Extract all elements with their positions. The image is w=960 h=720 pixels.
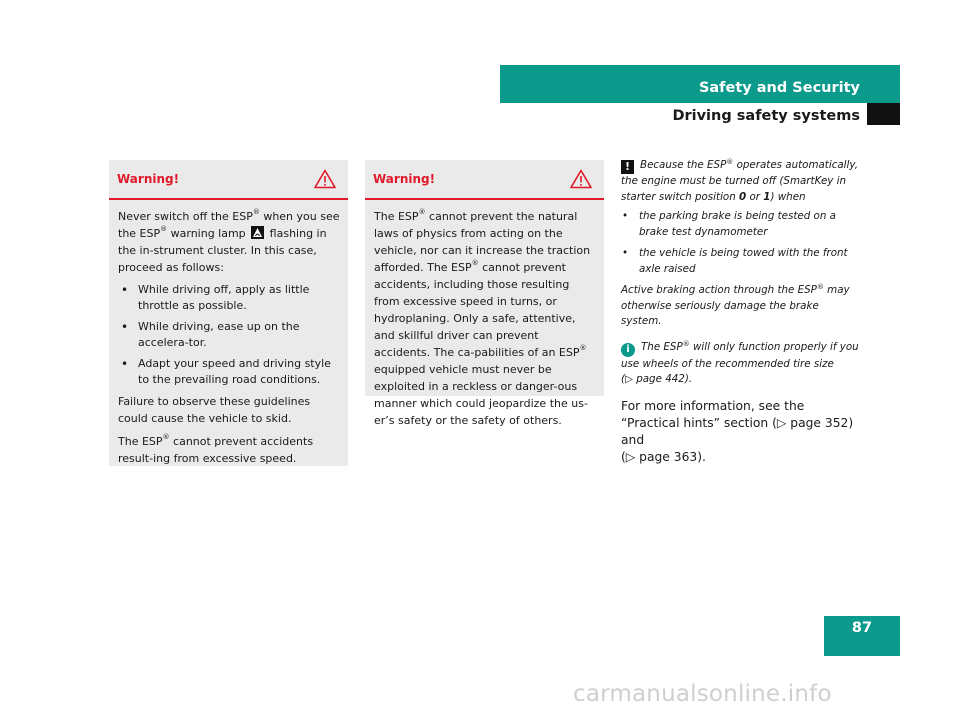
- info-paragraph: i The ESP® will only function properly if you use wheels of the recommended tire size (▷ page 442).: [621, 339, 859, 385]
- list-item: • While driving off, apply as little throttle as possible.: [118, 282, 340, 314]
- warning-title: Warning!: [373, 172, 436, 186]
- warning-bullet-list: [118, 282, 340, 388]
- warning-paragraph: Never switch off the ESP® when you see the ESP® warning lamp flashing in the in-strument cluster. In this case, proceed as follows:: [118, 208, 340, 274]
- page-reference-link[interactable]: (▷ page 363).: [621, 449, 706, 464]
- page-number-box: [824, 616, 900, 656]
- warning-paragraph: Failure to observe these guidelines could cause the vehicle to skid.: [118, 395, 311, 425]
- warning-triangle-icon: [570, 169, 592, 189]
- notes-column: [621, 158, 861, 466]
- warning-triangle-icon: [314, 169, 336, 189]
- warning-paragraph: The ESP® cannot prevent the natural laws of physics from acting on the vehicle, nor can it increase the traction afforded. The ESP® cannot prevent accidents, including those resulting from excessive speed in turns, or hydroplaning. Only a safe, attentive, and skillful driver can prevent accidents. The ca-pabilities of an ESP® equipped vehicle must never be exploited in a reckless or danger-ous manner which could jeopardize the us-er’s safety or the safety of others.: [374, 208, 591, 427]
- header-corner-block: [867, 103, 900, 125]
- info-icon: i: [621, 343, 635, 357]
- warning-header: [109, 160, 348, 200]
- esp-warning-lamp-icon: [251, 226, 264, 239]
- list-item: • Adapt your speed and driving style to the prevailing road conditions.: [118, 356, 340, 388]
- section-title: Safety and Security: [698, 80, 860, 96]
- warning-body: [365, 200, 604, 441]
- subsection-title: Driving safety systems: [672, 108, 860, 124]
- warning-paragraph: The ESP® cannot prevent accidents result-ing from excessive speed.: [118, 433, 314, 465]
- list-item: • the vehicle is being towed with the front axle raised: [621, 246, 861, 277]
- warning-body: [109, 200, 348, 479]
- list-item: • While driving, ease up on the accelera-tor.: [118, 319, 340, 351]
- warning-title: Warning!: [117, 172, 180, 186]
- watermark: carmanualsonline.info: [573, 681, 832, 707]
- more-info-paragraph: For more information, see the “Practical hints” section (▷ page 352) and (▷ page 363).: [621, 398, 854, 464]
- warning-header: [365, 160, 604, 200]
- header-bar: [500, 65, 900, 103]
- page-reference-link[interactable]: (▷ page 442).: [621, 373, 693, 385]
- exclamation-icon: !: [621, 160, 634, 174]
- page-number: 87: [851, 620, 873, 636]
- notice-bullet-list: [621, 209, 861, 277]
- list-item: • the parking brake is being tested on a brake test dynamometer: [621, 209, 861, 240]
- warning-box-1: [109, 160, 348, 466]
- warning-box-2: [365, 160, 604, 427]
- notice-paragraph: ! Because the ESP® operates automatically, the engine must be turned off (SmartKey in starter switch position 0 or 1) when: [621, 158, 858, 203]
- notice-paragraph: Active braking action through the ESP® may otherwise seriously damage the brake system.: [621, 283, 850, 327]
